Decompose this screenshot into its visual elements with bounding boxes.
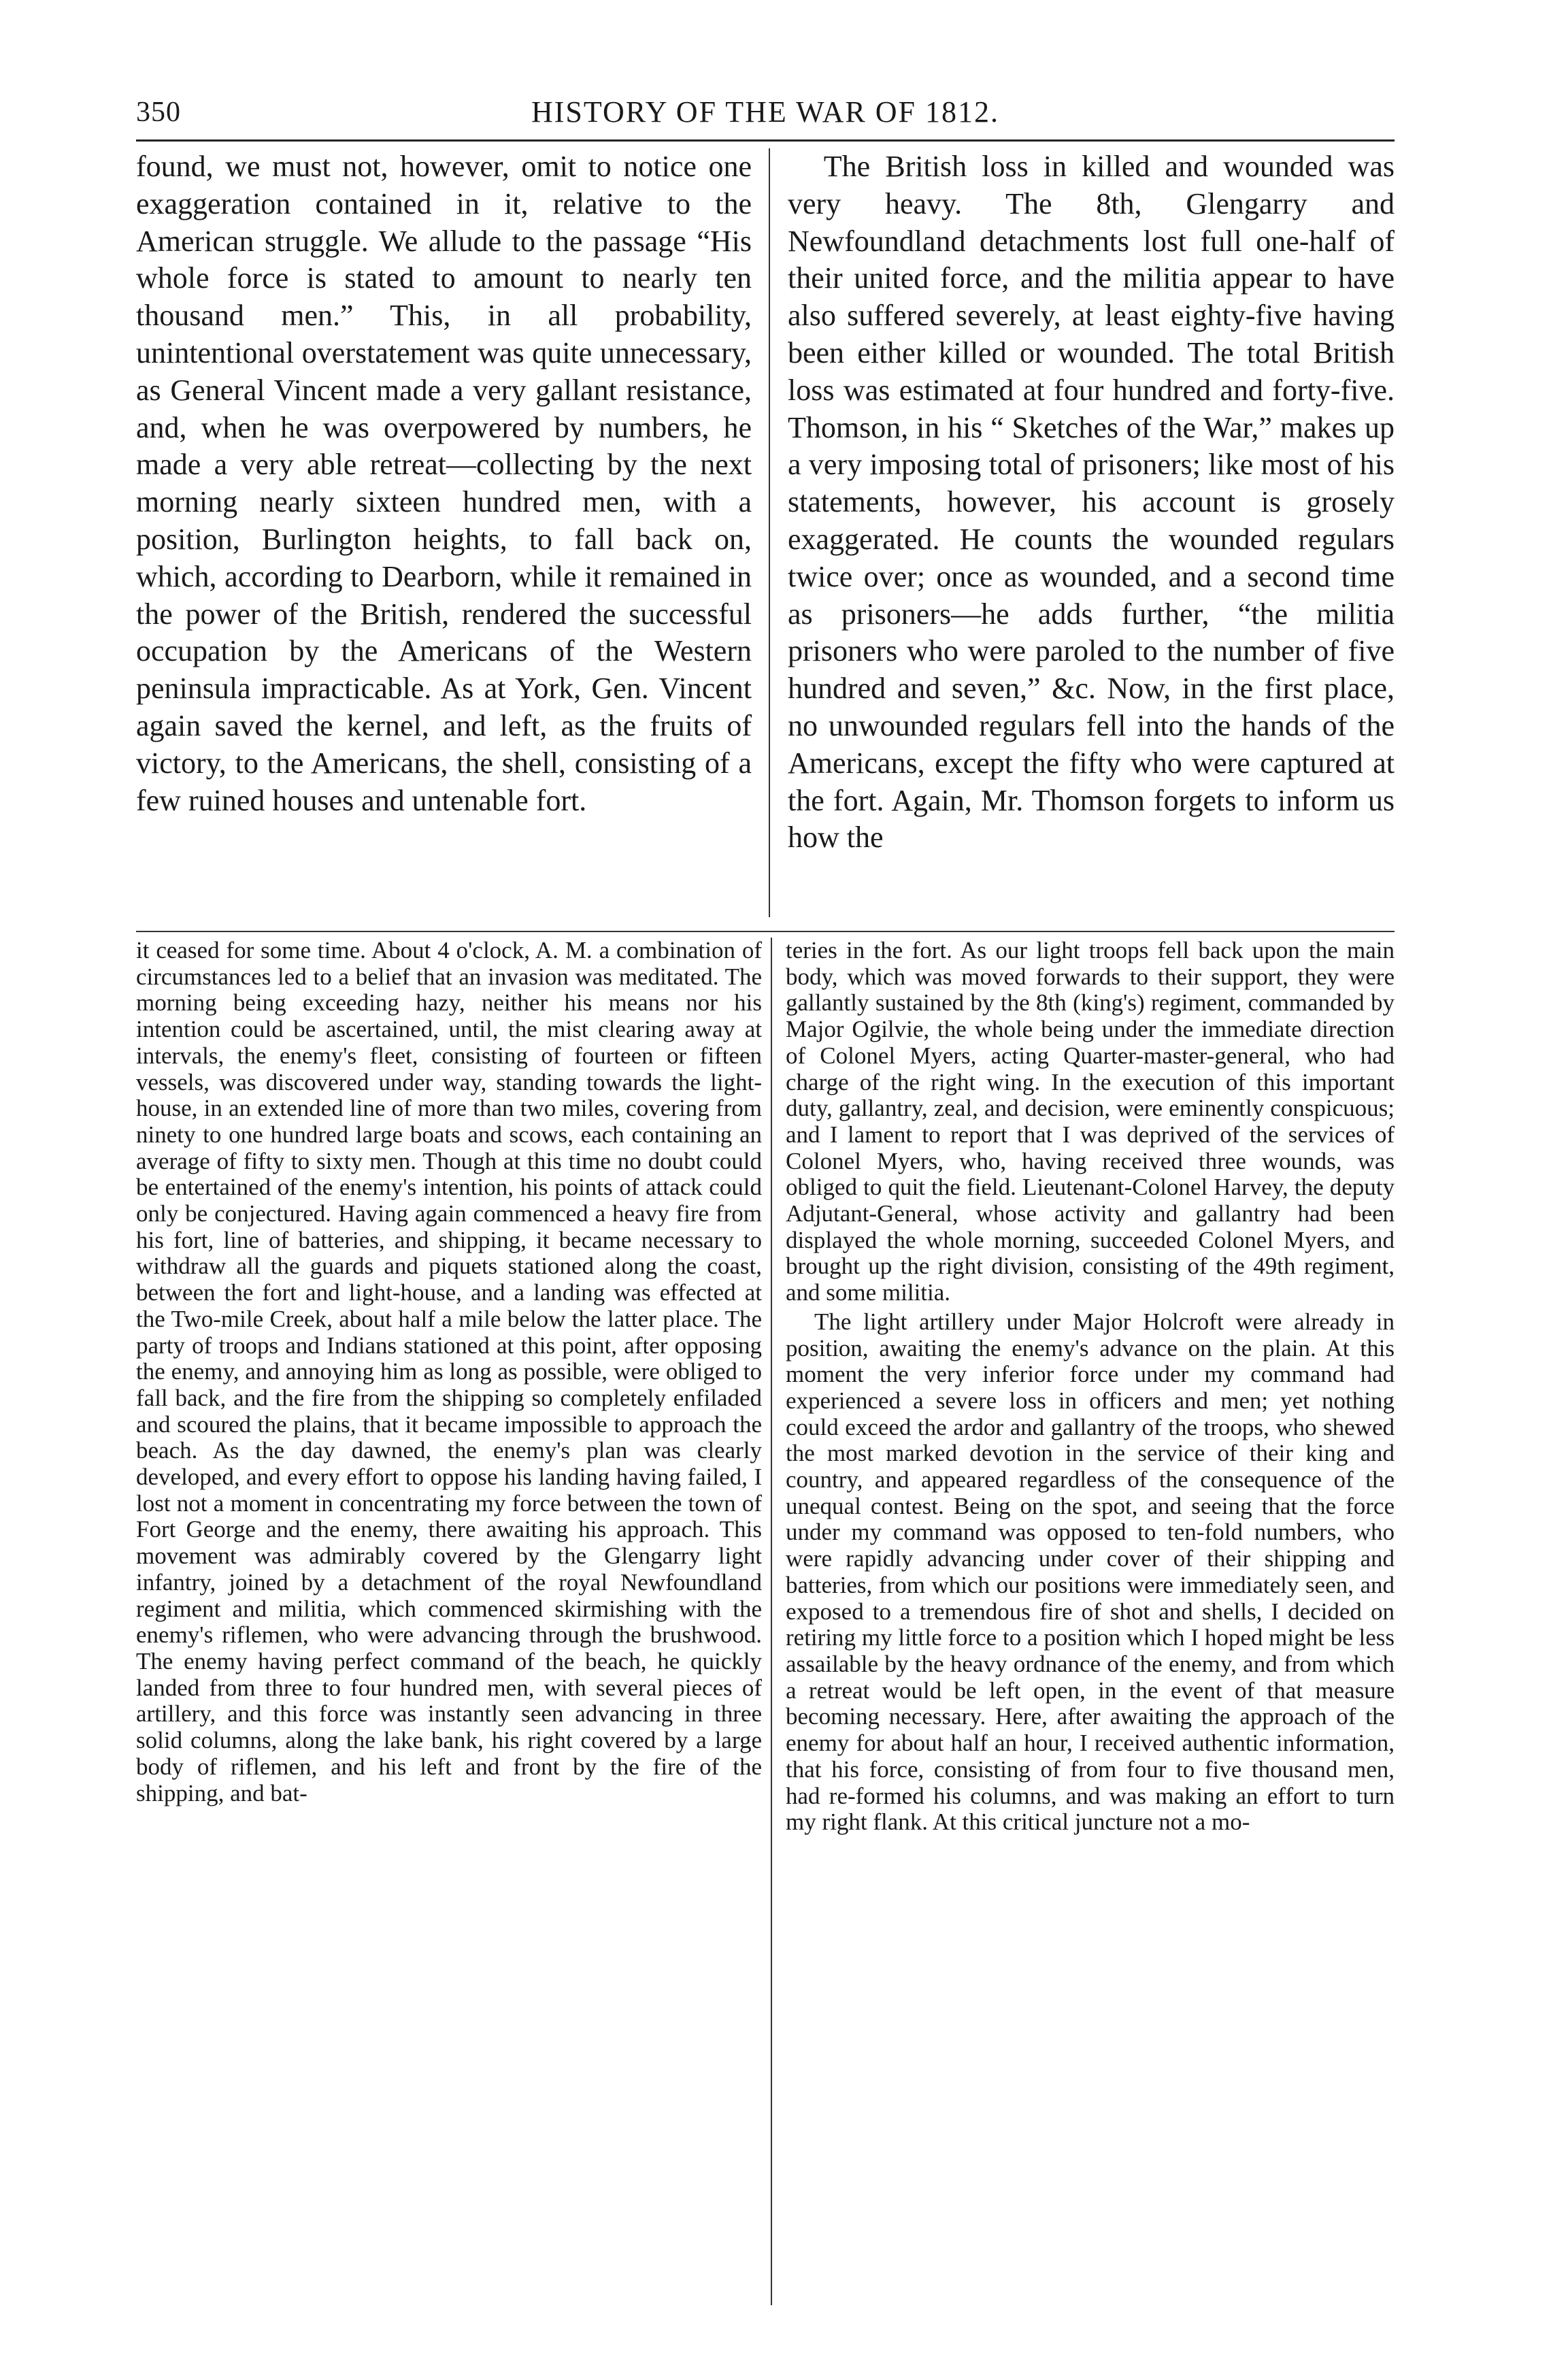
lower-left-column [136,938,762,2305]
upper-left-column [136,148,752,921]
upper-right-column [788,148,1395,921]
lower-left-paragraph: it ceased for some time. About 4 o'clock, A. M. a combination of circumstances led to a belief that an invasion was meditated. The morning being exceeding hazy, neither his means nor his intention could be ascertained, until, the mist clearing away at intervals, the enemy's fleet, consisting of fourteen or fifteen vessels, was discovered under way, standing towards the light-house, in an extended line of more than two miles, covering from ninety to one hundred large boats and scows, each containing an average of fifty to sixty men. Though at this time no doubt could be entertained of the enemy's intention, his points of attack could only be conjectured. Having again commenced a heavy fire from his fort, line of batteries, and shipping, it became necessary to withdraw all the guards and piquets stationed along the coast, between the fort and light-house, and a landing was effected at the Two-mile Creek, about half a mile below the latter place. The party of troops and Indians stationed at this point, after opposing the enemy, and annoying him as long as possible, were obliged to fall back, and the fire from the shipping so completely enfiladed and scoured the plains, that it became impossible to approach the beach. As the day dawned, the enemy's plan was clearly developed, and every effort to oppose his landing having failed, I lost not a moment in concentrating my force between the town of Fort George and the enemy, there awaiting his approach. This movement was admirably covered by the Glengarry light infantry, joined by a detachment of the royal Newfoundland regiment and militia, which commenced skirmishing with the enemy's riflemen, who were advancing through the brushwood. The enemy having perfect command of the beach, he quickly landed from three to four hundred men, with several pieces of artillery, and this force was instantly seen advancing in three solid columns, along the lake bank, his right covered by a large body of riflemen, and his left and front by the fire of the shipping, and bat- [136,937,762,1806]
page-header [136,88,1395,136]
lower-right-column [786,938,1395,2305]
running-head: HISTORY OF THE WAR OF 1812. [531,95,1000,129]
lower-right-paragraph-1: teries in the fort. As our light troops fell back upon the main body, which was moved forwards to their support, they were gallantly sustained by the 8th (king's) regiment, commanded by Major Ogilvie, the whole being under the immediate direction of Colonel Myers, acting Quarter-master-general, who had charge of the right wing. In the execution of this important duty, gallantry, zeal, and decision, were eminently conspicuous; and I lament to report that I was deprived of the services of Colonel Myers, who, having received three wounds, was obliged to quit the field. Lieutenant-Colonel Harvey, the deputy Adjutant-General, whose activity and gallantry had been displayed the whole morning, succeeded Colonel Myers, and brought up the right division, consisting of the 49th regiment, and some militia. [786,937,1395,1306]
lower-right-paragraph-2: The light artillery under Major Holcroft were already in position, awaiting the enemy's advance on the plain. At this moment the very inferior force under my command had experienced a severe loss in officers and men; yet nothing could exceed the ardor and gallantry of the troops, who shewed the most marked devotion in the service of their king and country, and appeared regardless of the consequence of the unequal contest. Being on the spot, and seeing that the force under my command was opposed to ten-fold numbers, who were rapidly advancing under cover of their shipping and batteries, from which our positions were immediately seen, and exposed to a tremendous fire of shot and shells, I decided on retiring my little force to a position which I hoped might be less assailable by the heavy ordnance of the enemy, and from which a retreat would be left open, in the event of that measure becoming necessary. Here, after awaiting the approach of the enemy for about half an hour, I received authentic information, that his force, consisting of from four to five thousand men, had re-formed his columns, and was making an effort to turn my right flank. At this critical juncture not a mo- [786,1308,1395,1836]
upper-column-divider [769,148,770,917]
lower-column-divider [771,938,772,2305]
upper-left-paragraph: found, we must not, however, omit to notice one exaggeration contained in it, relative to the American struggle. We allude to the passage “His whole force is stated to amount to nearly ten thousand men.” This, in all probability, unintentional overstatement was quite unnecessary, as General Vincent made a very gallant resistance, and, when he was overpowered by numbers, he made a very able retreat—collecting by the next morning nearly sixteen hundred men, with a position, Burlington heights, to fall back on, which, according to Dearborn, while it remained in the power of the British, rendered the successful occupation by the Americans of the Western peninsula impracticable. As at York, Gen. Vincent again saved the kernel, and left, as the fruits of victory, to the Americans, the shell, consisting of a few ruined houses and untenable fort. [136,150,752,817]
page-number: 350 [136,97,181,128]
header-rule [136,139,1395,142]
section-divider-rule [136,931,1395,932]
upper-right-paragraph: The British loss in killed and wounded was very heavy. The 8th, Glengarry and Newfoundland detachments lost full one-half of their united force, and the militia appear to have also suffered severely, at least eighty-five having been either killed or wounded. The total British loss was estimated at four hundred and forty-five. Thomson, in his “ Sketches of the War,” makes up a very imposing total of prisoners; like most of his statements, however, his account is grosely exaggerated. He counts the wounded regulars twice over; once as wounded, and a second time as prisoners—he adds further, “the militia prisoners who were paroled to the number of five hundred and seven,” &c. Now, in the first place, no unwounded regulars fell into the hands of the Americans, except the fifty who were captured at the fort. Again, Mr. Thomson forgets to inform us how the [788,150,1395,855]
